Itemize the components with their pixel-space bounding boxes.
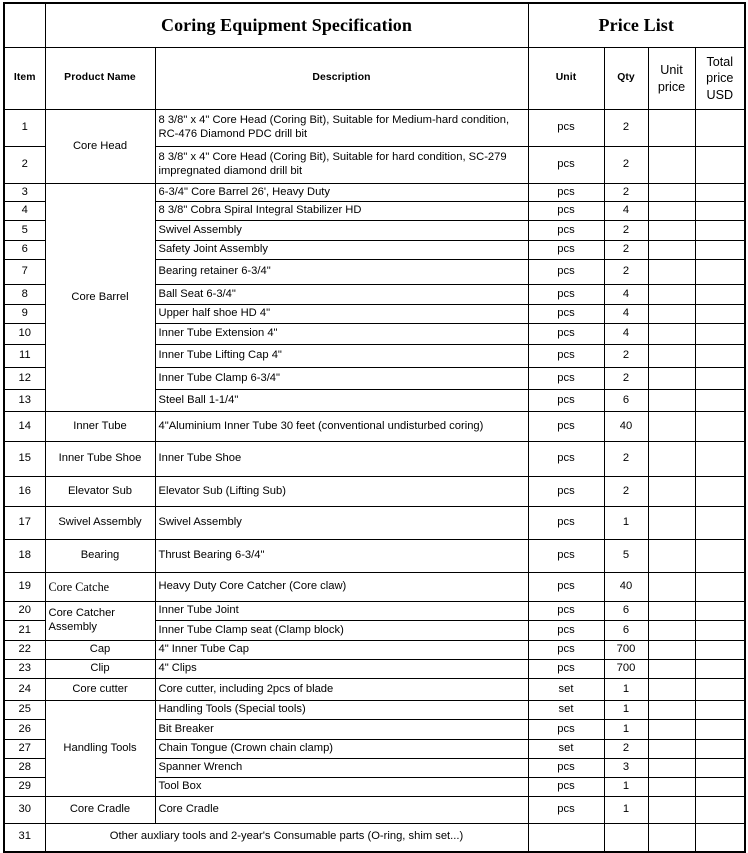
cell-description[interactable]: Inner Tube Joint — [155, 602, 528, 621]
cell-qty[interactable]: 1 — [604, 778, 648, 797]
cell-total-price[interactable] — [695, 540, 745, 573]
cell-qty[interactable]: 4 — [604, 305, 648, 324]
cell-total-price[interactable] — [695, 701, 745, 720]
cell-unit[interactable]: pcs — [528, 477, 604, 507]
cell-unit[interactable]: pcs — [528, 260, 604, 285]
cell-unit[interactable]: pcs — [528, 390, 604, 412]
cell-qty[interactable]: 1 — [604, 720, 648, 740]
cell-qty[interactable]: 5 — [604, 540, 648, 573]
cell-unit-price[interactable] — [648, 778, 695, 797]
cell-unit-price[interactable] — [648, 368, 695, 390]
cell-product-name[interactable]: Clip — [45, 660, 155, 679]
cell-qty[interactable] — [604, 824, 648, 852]
column-header-product-name: Product Name — [45, 48, 155, 110]
cell-unit[interactable]: pcs — [528, 324, 604, 345]
cell-unit[interactable]: pcs — [528, 184, 604, 202]
cell-unit-price[interactable] — [648, 241, 695, 260]
cell-unit[interactable]: pcs — [528, 285, 604, 305]
cell-unit[interactable]: pcs — [528, 241, 604, 260]
cell-unit[interactable]: set — [528, 679, 604, 701]
cell-qty[interactable]: 4 — [604, 202, 648, 221]
cell-total-price[interactable] — [695, 720, 745, 740]
cell-unit[interactable]: pcs — [528, 797, 604, 824]
cell-product-name[interactable]: Inner Tube — [45, 412, 155, 442]
cell-total-price[interactable] — [695, 621, 745, 641]
cell-unit-price[interactable] — [648, 285, 695, 305]
cell-unit[interactable]: pcs — [528, 202, 604, 221]
cell-description[interactable]: Bearing retainer 6-3/4" — [155, 260, 528, 285]
cell-unit-price[interactable] — [648, 412, 695, 442]
cell-unit[interactable]: pcs — [528, 507, 604, 540]
cell-item[interactable]: 7 — [4, 260, 45, 285]
table-row — [4, 110, 745, 147]
cell-qty[interactable]: 1 — [604, 507, 648, 540]
cell-total-price[interactable] — [695, 368, 745, 390]
cell-product-name[interactable]: Swivel Assembly — [45, 507, 155, 540]
cell-description[interactable]: Chain Tongue (Crown chain clamp) — [155, 740, 528, 759]
cell-product-name[interactable]: Core Head — [45, 110, 155, 184]
column-header-unit-price: Unit price — [648, 48, 695, 110]
table-row — [4, 679, 745, 701]
cell-description[interactable]: Core cutter, including 2pcs of blade — [155, 679, 528, 701]
table-row — [4, 540, 745, 573]
table-row — [4, 184, 745, 202]
cell-total-price[interactable] — [695, 305, 745, 324]
cell-unit-price[interactable] — [648, 202, 695, 221]
cell-qty[interactable]: 1 — [604, 701, 648, 720]
cell-total-price[interactable] — [695, 390, 745, 412]
cell-description[interactable]: Inner Tube Extension 4" — [155, 324, 528, 345]
cell-total-price[interactable] — [695, 740, 745, 759]
cell-item[interactable]: 1 — [4, 110, 45, 147]
cell-qty[interactable]: 2 — [604, 110, 648, 147]
cell-qty[interactable]: 700 — [604, 660, 648, 679]
cell-qty[interactable]: 4 — [604, 285, 648, 305]
document-title-right: Price List — [528, 3, 745, 48]
cell-item[interactable]: 8 — [4, 285, 45, 305]
table-row — [4, 507, 745, 540]
cell-product-name[interactable]: Handling Tools — [45, 701, 155, 797]
cell-unit-price[interactable] — [648, 147, 695, 184]
cell-item[interactable]: 3 — [4, 184, 45, 202]
cell-total-price[interactable] — [695, 110, 745, 147]
cell-product-name[interactable]: Core Catcher Assembly — [45, 602, 155, 641]
cell-description[interactable]: Thrust Bearing 6-3/4" — [155, 540, 528, 573]
cell-total-price[interactable] — [695, 778, 745, 797]
table-row — [4, 641, 745, 660]
column-header-unit: Unit — [528, 48, 604, 110]
cell-item[interactable]: 6 — [4, 241, 45, 260]
cell-unit-price[interactable] — [648, 390, 695, 412]
table-row-footer — [4, 824, 745, 852]
cell-item[interactable]: 5 — [4, 221, 45, 241]
cell-item[interactable]: 27 — [4, 740, 45, 759]
title-row-item-blank — [4, 3, 45, 48]
cell-qty[interactable]: 2 — [604, 368, 648, 390]
cell-item[interactable]: 29 — [4, 778, 45, 797]
cell-total-price[interactable] — [695, 221, 745, 241]
cell-unit-price[interactable] — [648, 824, 695, 852]
cell-item[interactable]: 13 — [4, 390, 45, 412]
document-title-left: Coring Equipment Specification — [45, 3, 528, 48]
cell-footer-note[interactable]: Other auxliary tools and 2-year's Consumable parts (O-ring, shim set...) — [45, 824, 528, 852]
cell-item[interactable]: 19 — [4, 573, 45, 602]
column-header-qty: Qty — [604, 48, 648, 110]
cell-unit[interactable]: pcs — [528, 345, 604, 368]
cell-unit[interactable]: pcs — [528, 147, 604, 184]
cell-item[interactable]: 18 — [4, 540, 45, 573]
cell-item[interactable]: 16 — [4, 477, 45, 507]
cell-total-price[interactable] — [695, 602, 745, 621]
cell-description[interactable]: Heavy Duty Core Catcher (Core claw) — [155, 573, 528, 602]
cell-unit-price[interactable] — [648, 507, 695, 540]
cell-unit-price[interactable] — [648, 184, 695, 202]
cell-qty[interactable]: 2 — [604, 260, 648, 285]
cell-description[interactable]: Handling Tools (Special tools) — [155, 701, 528, 720]
cell-item[interactable]: 4 — [4, 202, 45, 221]
cell-description[interactable]: 8 3/8" x 4" Core Head (Coring Bit), Suitable for Medium-hard condition, RC-476 Diamond PDC drill bit — [155, 110, 528, 147]
cell-qty[interactable]: 2 — [604, 221, 648, 241]
cell-total-price[interactable] — [695, 507, 745, 540]
cell-item[interactable]: 21 — [4, 621, 45, 641]
cell-unit-price[interactable] — [648, 110, 695, 147]
cell-unit[interactable]: pcs — [528, 602, 604, 621]
cell-qty[interactable]: 700 — [604, 641, 648, 660]
cell-unit-price[interactable] — [648, 759, 695, 778]
cell-unit[interactable]: pcs — [528, 305, 604, 324]
column-header-description: Description — [155, 48, 528, 110]
cell-unit-price[interactable] — [648, 660, 695, 679]
cell-description[interactable]: Inner Tube Shoe — [155, 442, 528, 477]
cell-description[interactable]: Inner Tube Clamp 6-3/4" — [155, 368, 528, 390]
cell-qty[interactable]: 6 — [604, 602, 648, 621]
cell-total-price[interactable] — [695, 759, 745, 778]
column-header-row — [4, 48, 745, 110]
cell-unit[interactable]: set — [528, 740, 604, 759]
cell-qty[interactable]: 2 — [604, 477, 648, 507]
cell-qty[interactable]: 2 — [604, 147, 648, 184]
cell-item[interactable]: 23 — [4, 660, 45, 679]
cell-qty[interactable]: 40 — [604, 573, 648, 602]
cell-unit[interactable]: pcs — [528, 660, 604, 679]
column-header-item: Item — [4, 48, 45, 110]
cell-unit[interactable]: pcs — [528, 621, 604, 641]
table-row — [4, 477, 745, 507]
cell-total-price[interactable] — [695, 641, 745, 660]
cell-unit-price[interactable] — [648, 701, 695, 720]
cell-item[interactable]: 14 — [4, 412, 45, 442]
cell-total-price[interactable] — [695, 442, 745, 477]
cell-qty[interactable]: 2 — [604, 345, 648, 368]
cell-unit[interactable]: pcs — [528, 540, 604, 573]
cell-unit-price[interactable] — [648, 345, 695, 368]
cell-product-name[interactable]: Inner Tube Shoe — [45, 442, 155, 477]
cell-total-price[interactable] — [695, 184, 745, 202]
cell-product-name[interactable]: Elevator Sub — [45, 477, 155, 507]
cell-product-name[interactable]: Core Barrel — [45, 184, 155, 412]
cell-item[interactable]: 17 — [4, 507, 45, 540]
cell-unit[interactable]: pcs — [528, 412, 604, 442]
cell-product-name[interactable]: Bearing — [45, 540, 155, 573]
cell-item[interactable]: 2 — [4, 147, 45, 184]
cell-unit[interactable]: pcs — [528, 221, 604, 241]
cell-description[interactable]: Swivel Assembly — [155, 221, 528, 241]
column-header-total-price: Total price USD — [695, 48, 745, 110]
cell-unit[interactable]: pcs — [528, 720, 604, 740]
cell-unit-price[interactable] — [648, 720, 695, 740]
cell-unit[interactable]: pcs — [528, 778, 604, 797]
cell-unit-price[interactable] — [648, 442, 695, 477]
cell-item[interactable]: 28 — [4, 759, 45, 778]
cell-total-price[interactable] — [695, 147, 745, 184]
cell-total-price[interactable] — [695, 412, 745, 442]
cell-unit[interactable]: pcs — [528, 573, 604, 602]
cell-unit-price[interactable] — [648, 797, 695, 824]
cell-item[interactable]: 25 — [4, 701, 45, 720]
cell-unit-price[interactable] — [648, 621, 695, 641]
cell-qty[interactable]: 1 — [604, 679, 648, 701]
cell-description[interactable]: Steel Ball 1-1/4" — [155, 390, 528, 412]
cell-total-price[interactable] — [695, 345, 745, 368]
cell-item[interactable]: 31 — [4, 824, 45, 852]
cell-unit-price[interactable] — [648, 305, 695, 324]
cell-description[interactable]: Bit Breaker — [155, 720, 528, 740]
coring-equipment-specification-table — [3, 2, 746, 853]
cell-unit[interactable]: pcs — [528, 368, 604, 390]
cell-total-price[interactable] — [695, 573, 745, 602]
cell-description[interactable]: Inner Tube Lifting Cap 4" — [155, 345, 528, 368]
cell-total-price[interactable] — [695, 679, 745, 701]
cell-total-price[interactable] — [695, 824, 745, 852]
cell-qty[interactable]: 2 — [604, 241, 648, 260]
cell-description[interactable]: Core Cradle — [155, 797, 528, 824]
cell-total-price[interactable] — [695, 202, 745, 221]
cell-unit-price[interactable] — [648, 221, 695, 241]
cell-item[interactable]: 11 — [4, 345, 45, 368]
cell-description[interactable]: Ball Seat 6-3/4" — [155, 285, 528, 305]
cell-description[interactable]: 8 3/8" x 4" Core Head (Coring Bit), Suitable for hard condition, SC-279 impregnated diamond drill bit — [155, 147, 528, 184]
cell-description[interactable]: 4"Aluminium Inner Tube 30 feet (conventional undisturbed coring) — [155, 412, 528, 442]
cell-total-price[interactable] — [695, 477, 745, 507]
table-row — [4, 573, 745, 602]
table-row — [4, 442, 745, 477]
cell-item[interactable]: 24 — [4, 679, 45, 701]
cell-unit[interactable]: pcs — [528, 442, 604, 477]
cell-qty[interactable]: 4 — [604, 324, 648, 345]
cell-description[interactable]: Safety Joint Assembly — [155, 241, 528, 260]
table-row — [4, 701, 745, 720]
cell-product-name[interactable]: Core Cradle — [45, 797, 155, 824]
cell-total-price[interactable] — [695, 285, 745, 305]
cell-qty[interactable]: 1 — [604, 797, 648, 824]
cell-qty[interactable]: 40 — [604, 412, 648, 442]
cell-unit-price[interactable] — [648, 260, 695, 285]
cell-total-price[interactable] — [695, 260, 745, 285]
cell-unit[interactable]: pcs — [528, 641, 604, 660]
cell-product-name[interactable]: Core Catche — [45, 573, 155, 602]
title-row — [4, 3, 745, 48]
cell-product-name[interactable]: Cap — [45, 641, 155, 660]
cell-unit-price[interactable] — [648, 324, 695, 345]
cell-item[interactable]: 9 — [4, 305, 45, 324]
cell-item[interactable]: 22 — [4, 641, 45, 660]
cell-unit[interactable] — [528, 824, 604, 852]
cell-description[interactable]: Upper half shoe HD 4" — [155, 305, 528, 324]
table-row — [4, 602, 745, 621]
cell-qty[interactable]: 6 — [604, 621, 648, 641]
cell-unit-price[interactable] — [648, 679, 695, 701]
cell-description[interactable]: 4" Clips — [155, 660, 528, 679]
cell-description[interactable]: Spanner Wrench — [155, 759, 528, 778]
cell-description[interactable]: Elevator Sub (Lifting Sub) — [155, 477, 528, 507]
cell-description[interactable]: Inner Tube Clamp seat (Clamp block) — [155, 621, 528, 641]
cell-qty[interactable]: 2 — [604, 740, 648, 759]
cell-total-price[interactable] — [695, 797, 745, 824]
cell-qty[interactable]: 2 — [604, 184, 648, 202]
cell-unit-price[interactable] — [648, 540, 695, 573]
cell-item[interactable]: 15 — [4, 442, 45, 477]
cell-description[interactable]: 4" Inner Tube Cap — [155, 641, 528, 660]
cell-unit[interactable]: set — [528, 701, 604, 720]
table-row — [4, 412, 745, 442]
table-row — [4, 660, 745, 679]
cell-item[interactable]: 20 — [4, 602, 45, 621]
cell-total-price[interactable] — [695, 660, 745, 679]
cell-item[interactable]: 12 — [4, 368, 45, 390]
cell-product-name[interactable]: Core cutter — [45, 679, 155, 701]
cell-total-price[interactable] — [695, 324, 745, 345]
cell-description[interactable]: 8 3/8" Cobra Spiral Integral Stabilizer HD — [155, 202, 528, 221]
cell-unit-price[interactable] — [648, 573, 695, 602]
cell-description[interactable]: 6-3/4" Core Barrel 26', Heavy Duty — [155, 184, 528, 202]
cell-unit-price[interactable] — [648, 602, 695, 621]
cell-item[interactable]: 26 — [4, 720, 45, 740]
cell-item[interactable]: 10 — [4, 324, 45, 345]
cell-description[interactable]: Swivel Assembly — [155, 507, 528, 540]
cell-item[interactable]: 30 — [4, 797, 45, 824]
cell-total-price[interactable] — [695, 241, 745, 260]
table-row — [4, 797, 745, 824]
cell-unit[interactable]: pcs — [528, 110, 604, 147]
cell-unit-price[interactable] — [648, 740, 695, 759]
cell-qty[interactable]: 2 — [604, 442, 648, 477]
cell-unit[interactable]: pcs — [528, 759, 604, 778]
cell-qty[interactable]: 6 — [604, 390, 648, 412]
cell-unit-price[interactable] — [648, 477, 695, 507]
cell-unit-price[interactable] — [648, 641, 695, 660]
cell-qty[interactable]: 3 — [604, 759, 648, 778]
cell-description[interactable]: Tool Box — [155, 778, 528, 797]
